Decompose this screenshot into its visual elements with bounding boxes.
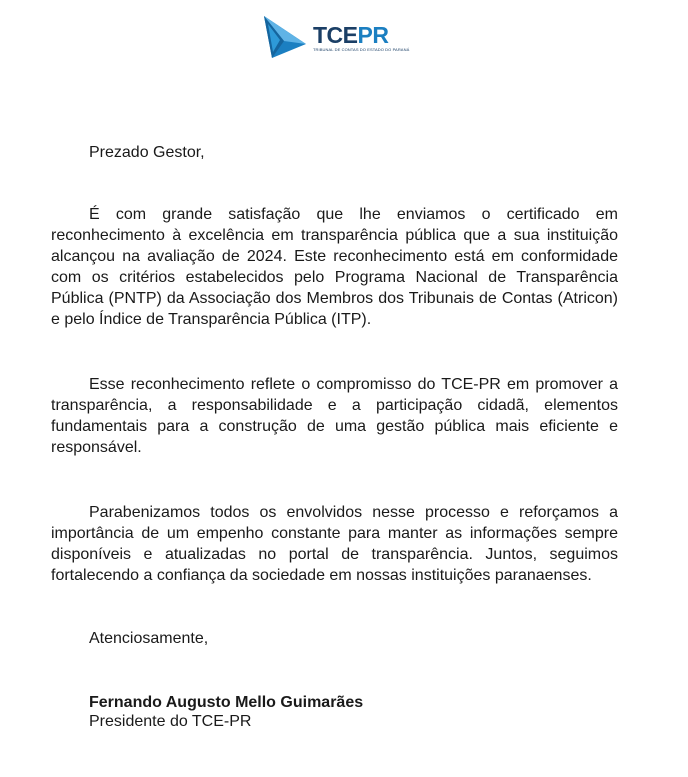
letter-closing: Atenciosamente,: [89, 630, 209, 647]
signatory-title: Presidente do TCE-PR: [89, 713, 252, 730]
logo-subtitle: TRIBUNAL DE CONTAS DO ESTADO DO PARANÁ: [313, 46, 410, 52]
logo-name: [313, 23, 409, 47]
letter-paragraph-2: Esse reconhecimento reflete o compromisso do TCE-PR em promover a transparência, a responsabilidade e a participação cidadã, elementos fundamentais para a construção de uma gestão pública mais eficiente e responsável.: [51, 376, 618, 456]
tcepr-triangle-icon: [262, 14, 308, 60]
letter-greeting: Prezado Gestor,: [89, 144, 205, 161]
logo-name-main: TCE: [313, 21, 358, 48]
letter-paragraph-1: É com grande satisfação que lhe enviamos o certificado em reconhecimento à excelência em transparência pública que a sua instituição alcançou na avaliação de 2024. Este reconhecimento está em conformidade com os critérios estabelecidos pelo Programa Nacional de Transparência Pública (PNTP) da Associação dos Membros dos Tribunais de Contas (Atricon) e pelo Índice de Transparência Pública (ITP).: [51, 206, 618, 328]
letter-paragraph-3: Parabenizamos todos os envolvidos nesse processo e reforçamos a importância de um empenho constante para manter as informações sempre disponíveis e atualizadas no portal de transparência. Juntos, seguimos fortalecendo a confiança da sociedade em nossas instituições paranaenses.: [51, 504, 618, 584]
logo-name-accent: PR: [357, 21, 389, 48]
signatory-name: Fernando Augusto Mello Guimarães: [89, 694, 364, 711]
logo-text: [313, 23, 409, 52]
tcepr-logo: [262, 14, 409, 60]
